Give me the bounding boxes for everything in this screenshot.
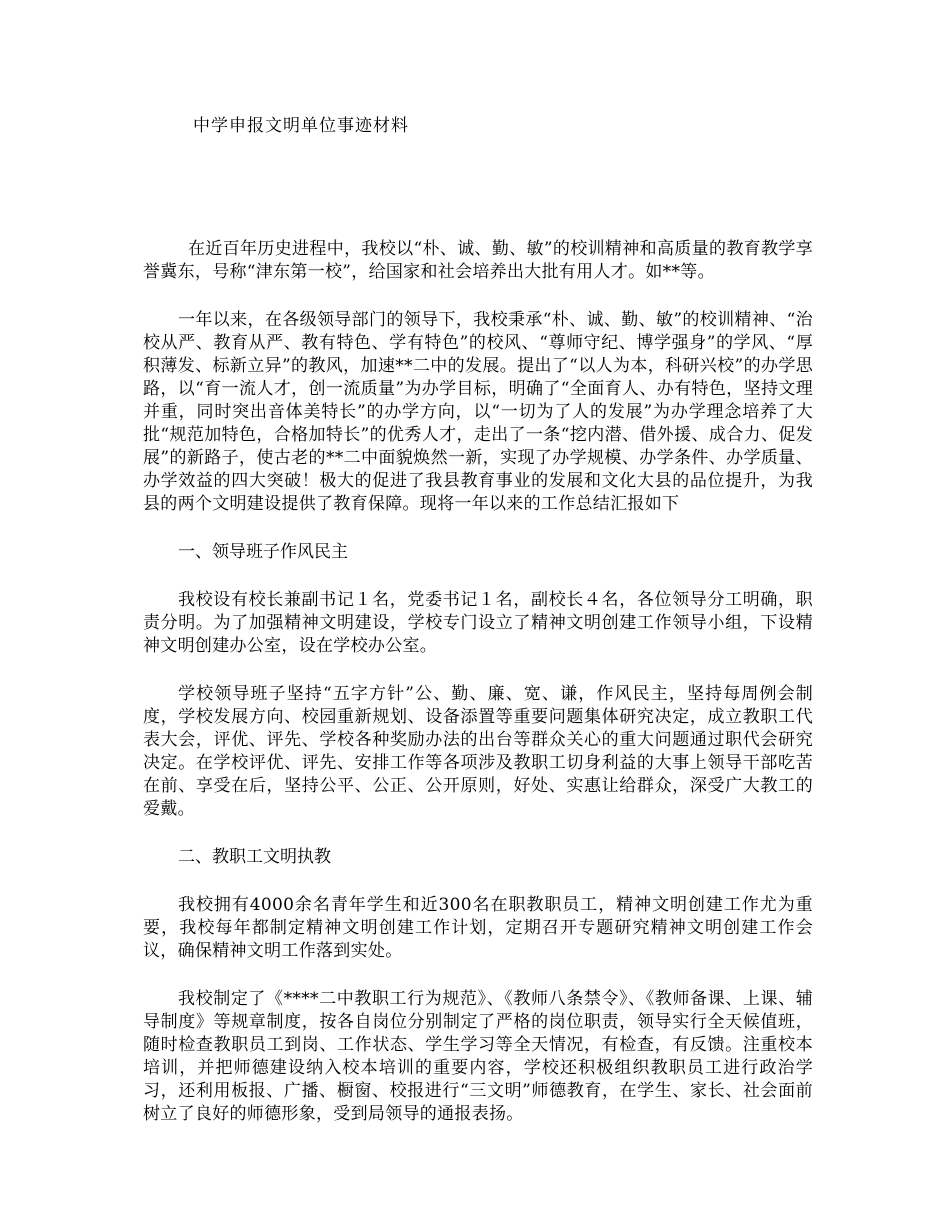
paragraph-staff-plan: 我校拥有4000余名青年学生和近300名在职教职员工，精神文明创建工作尤为重要，我校每年都制定精神文明创建工作计划，定期召开专题研究精神文明创建工作会议，确保精神文明工作落到实处。 (143, 895, 813, 961)
paragraph-history: 在近百年历史进程中，我校以“朴、诚、勤、敏”的校训精神和高质量的教育教学享誉冀东，号称“津东第一校”，给国家和社会培养出大批有用人才。如**等。 (143, 239, 813, 282)
paragraph-leadership-democracy: 学校领导班子坚持“五字方针”公、勤、廉、宽、谦，作风民主，坚持每周例会制度，学校发展方向、校园重新规划、设备添置等重要问题集体研究决定，成立教职工代表大会，评优、评先、学校各种奖励办法的出台等群众关心的重大问题通过职代会研究决定。在学校评优、评先、安排工作等各项涉及教职工切身利益的大事上领导干部吃苦在前、享受在后，坚持公平、公正、公开原则，好处、实惠让给群众，深受广大教工的爱戴。 (143, 684, 813, 819)
paragraph-leadership-structure: 我校设有校长兼副书记１名，党委书记１名，副校长４名，各位领导分工明确，职责分明。为了加强精神文明建设，学校专门设立了精神文明创建工作领导小组，下设精神文明创建办公室，设在学校办公室。 (143, 590, 813, 656)
paragraph-staff-rules: 我校制定了《****二中教职工行为规范》、《教师八条禁令》、《教师备课、上课、辅导制度》等规章制度，按各自岗位分别制定了严格的岗位职责，领导实行全天候值班，随时检查教职员工到岗、工作状态、学生学习等全天情况，有检查，有反馈。注重校本培训，并把师德建设纳入校本培训的重要内容，学校还积极组织教职员工进行政治学习，还利用板报、广播、橱窗、校报进行“三文明”师德教育，在学生、家长、社会面前树立了良好的师德形象，受到局领导的通报表扬。 (143, 989, 813, 1124)
paragraph-overview: 一年以来，在各级领导部门的领导下，我校秉承“朴、诚、勤、敏”的校训精神、“治校从严、教育从严、教有特色、学有特色”的校风、“尊师守纪、博学强身”的学风、“厚积薄发、标新立异”的教风，加速**二中的发展。提出了“以人为本，科研兴校”的办学思路，以“育一流人才，创一流质量”为办学目标，明确了“全面育人、办有特色，坚持文理并重，同时突出音体美特长”的办学方向，以“一切为了人的发展”为办学理念培养了大批“规范加特色，合格加特长”的优秀人才，走出了一条“挖内潜、借外援、成合力、促发展”的新路子，使古老的**二中面貌焕然一新，实现了办学规模、办学条件、办学质量、办学效益的四大突破！极大的促进了我县教育事业的发展和文化大县的品位提升，为我县的两个文明建设提供了教育保障。现将一年以来的工作总结汇报如下 (143, 310, 813, 514)
document-body (143, 238, 813, 1151)
section-heading-staff: 二、教职工文明执教 (178, 847, 331, 867)
document-title: 中学申报文明单位事迹材料 (193, 116, 409, 136)
section-heading-leadership: 一、领导班子作风民主 (178, 542, 348, 562)
